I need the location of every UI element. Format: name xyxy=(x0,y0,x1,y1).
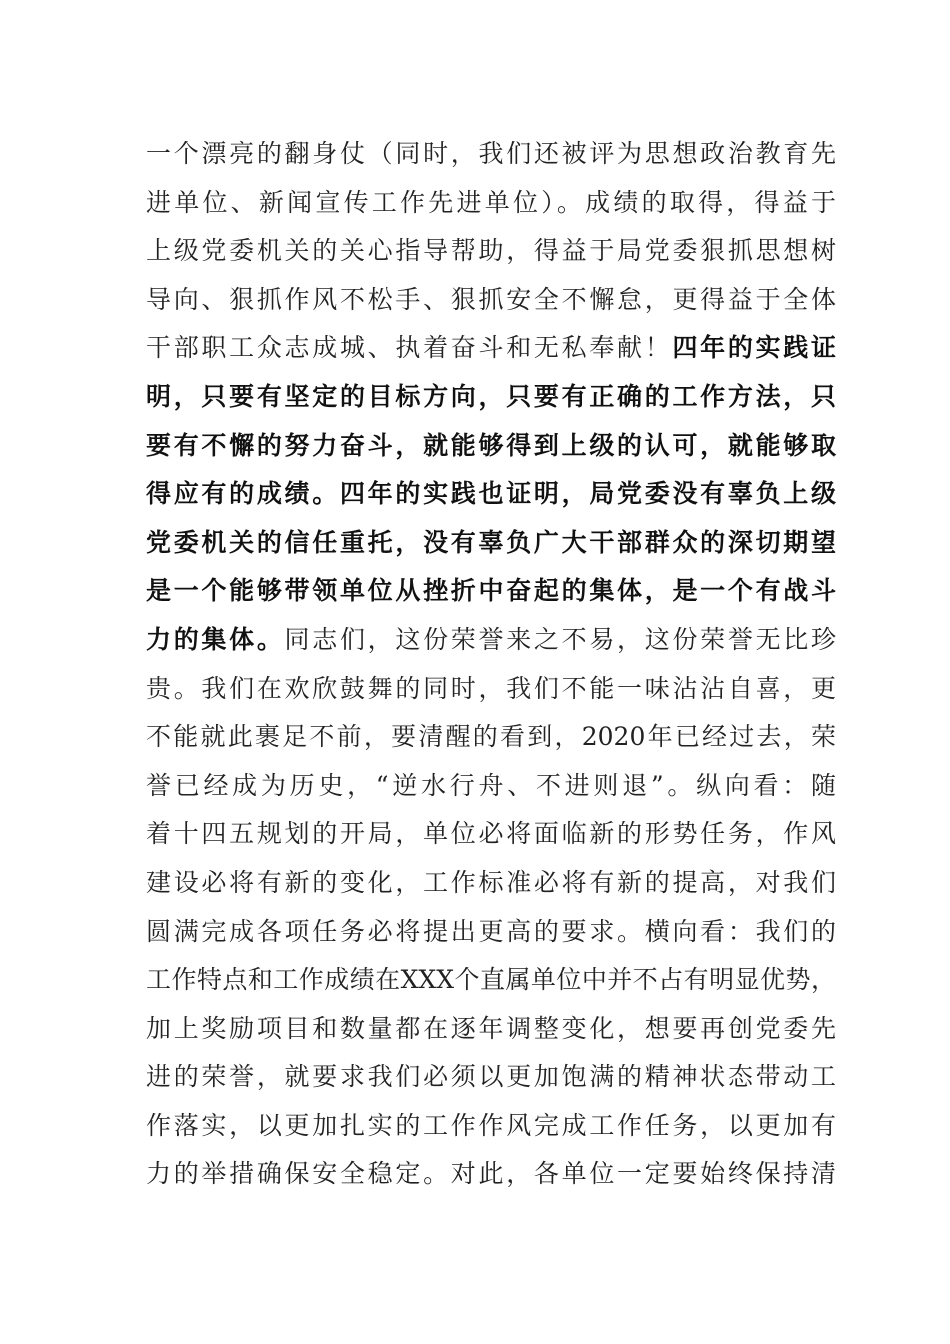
bold-text-segment: 力的集体。 xyxy=(146,624,285,654)
text-line xyxy=(146,324,836,373)
text-line xyxy=(146,567,836,616)
text-segment: 导向、狠抓作风不松手、狠抓安全不懈怠，更得益于全体 xyxy=(146,284,836,314)
bold-text-segment: 要有不懈的努力奋斗，就能够得到上级的认可，就能够取 xyxy=(146,430,836,460)
text-line xyxy=(146,762,836,811)
bold-text-segment: 明，只要有坚定的目标方向，只要有正确的工作方法，只 xyxy=(146,381,836,411)
text-line xyxy=(146,1005,836,1054)
text-segment: 上级党委机关的关心指导帮助，得益于局党委狠抓思想树 xyxy=(146,236,836,266)
text-segment: 一个漂亮的翻身仗（同时，我们还被评为思想政治教育先 xyxy=(146,139,836,168)
text-line xyxy=(146,1150,836,1199)
text-line xyxy=(146,227,836,276)
text-segment: 作落实，以更加扎实的工作作风完成工作任务，以更加有 xyxy=(146,1110,836,1140)
text-line xyxy=(146,373,836,422)
text-segment: 力的举措确保安全稳定。对此，各单位一定要始终保持清 xyxy=(146,1159,836,1189)
text-segment: 加上奖励项目和数量都在逐年调整变化，想要再创党委先 xyxy=(146,1013,836,1043)
text-segment: 进的荣誉，就要求我们必须以更加饱满的精神状态带动工 xyxy=(146,1062,836,1092)
text-segment: 着十四五规划的开局，单位必将面临新的形势任务，作风 xyxy=(146,819,836,849)
text-line xyxy=(146,1053,836,1102)
bold-text-segment: 得应有的成绩。四年的实践也证明，局党委没有辜负上级 xyxy=(146,479,836,509)
text-line xyxy=(146,422,836,471)
body-text xyxy=(146,130,836,1199)
text-segment: 干部职工众志成城、执着奋斗和无私奉献！ xyxy=(146,333,673,363)
text-line xyxy=(146,665,836,714)
text-line xyxy=(146,713,836,762)
text-line xyxy=(146,470,836,519)
text-segment: 同志们，这份荣誉来之不易，这份荣誉无比珍 xyxy=(284,624,836,654)
text-line xyxy=(146,616,836,665)
bold-text-segment: 四年的实践证 xyxy=(672,333,836,363)
text-segment: 进单位、新闻宣传工作先进单位）。成绩的取得，得益于 xyxy=(146,187,836,217)
text-line xyxy=(146,519,836,568)
text-line xyxy=(146,179,836,228)
bold-text-segment: 是一个能够带领单位从挫折中奋起的集体，是一个有战斗 xyxy=(146,576,836,606)
text-line xyxy=(146,859,836,908)
text-line xyxy=(146,130,836,179)
text-segment: 贵。我们在欢欣鼓舞的同时，我们不能一味沾沾自喜，更 xyxy=(146,673,836,703)
text-line xyxy=(146,908,836,957)
text-line xyxy=(146,1102,836,1151)
text-line xyxy=(146,956,836,1005)
text-line xyxy=(146,810,836,859)
text-segment: 誉已经成为历史，“逆水行舟、不进则退”。纵向看：随 xyxy=(146,770,836,800)
text-segment: 不能就此裹足不前，要清醒的看到，2020年已经过去，荣 xyxy=(146,722,836,752)
text-segment: 建设必将有新的变化，工作标准必将有新的提高，对我们 xyxy=(146,867,836,897)
text-segment: 圆满完成各项任务必将提出更高的要求。横向看：我们的 xyxy=(146,916,836,946)
bold-text-segment: 党委机关的信任重托，没有辜负广大干部群众的深切期望 xyxy=(146,527,836,557)
text-line xyxy=(146,276,836,325)
text-segment: 工作特点和工作成绩在XXX个直属单位中并不占有明显优势， xyxy=(146,965,836,995)
